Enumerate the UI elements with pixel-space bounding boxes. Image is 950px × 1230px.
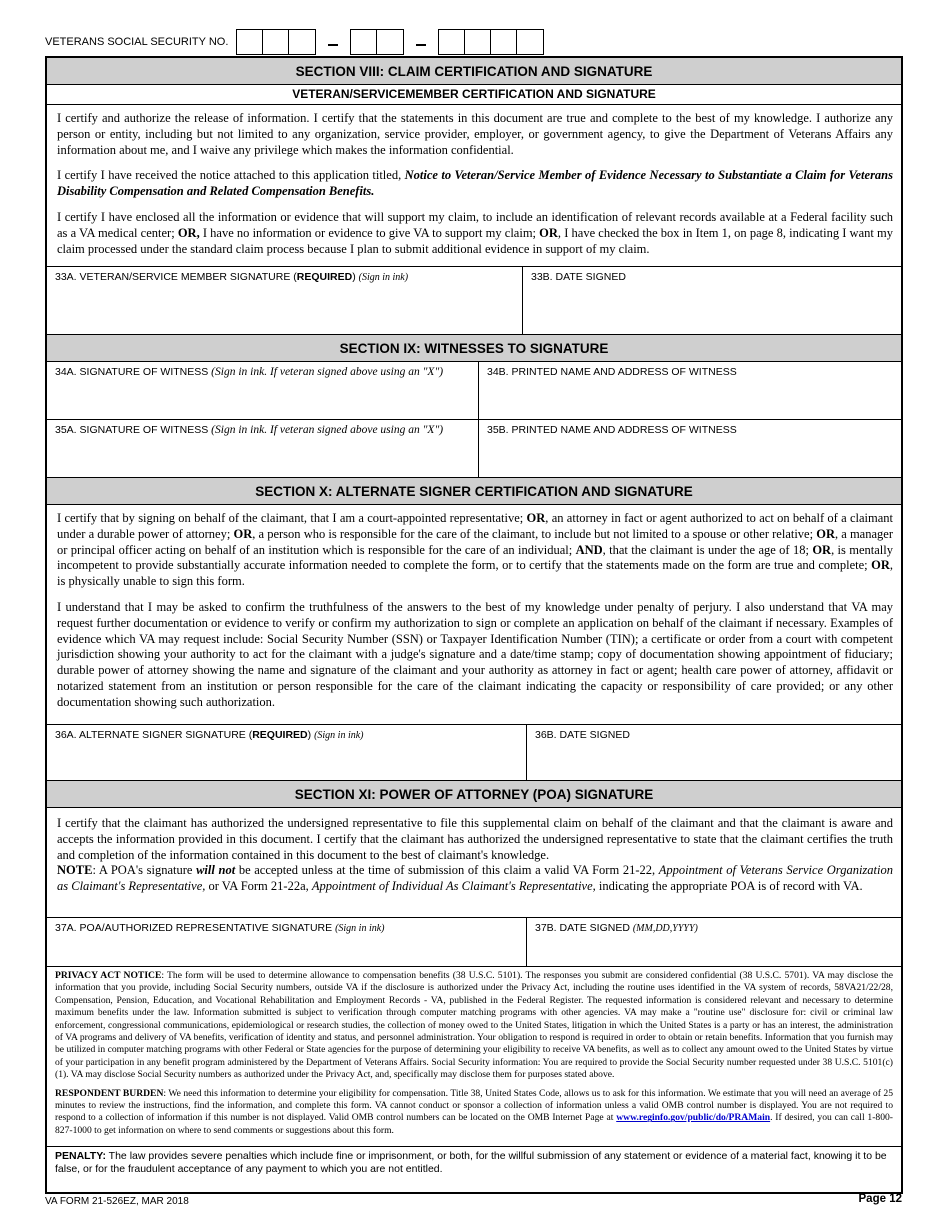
cert-p3-text-a: I certify I have enclosed all the information or evidence that will support my claim, to include an identification of relevant records available at a Federal facility such as a VA medical center; (57, 209, 893, 240)
penalty-notice (47, 1146, 901, 1176)
field-34a-label: 34A. SIGNATURE OF WITNESS (55, 366, 209, 378)
cert-p3-text-c: , I have checked the box in Item 1, on page 8, indicating I want my claim processed under the standard claim process because I plan to submit additional evidence in support of my claim. (57, 225, 893, 256)
date-format-hint: (MM,DD,YYYY) (632, 923, 698, 934)
text: , an attorney in fact or agent authorized to act on behalf of a claimant under a durable power of attorney; (57, 511, 893, 541)
field-36b-date-signed[interactable] (527, 725, 901, 780)
cert-p2-text: I certify I have received the notice attached to this application titled, (57, 168, 405, 183)
and-emphasis: AND (575, 542, 603, 557)
sign-in-ink-hint: (Sign in ink) (335, 923, 385, 934)
required-marker: REQUIRED (296, 271, 353, 283)
field-37b-date-signed[interactable] (527, 918, 901, 966)
burden-label: RESPONDENT BURDEN (55, 1087, 164, 1099)
burden-text: . If desired, you can call 1-800-827-1000 to get information on where to send comments or suggestions about this form. (55, 1112, 893, 1136)
ssn-group-2[interactable] (350, 29, 404, 55)
form-21-22-title: Appointment of Veterans Service Organization as Claimant's Representative, (57, 863, 893, 894)
privacy-act-notice (55, 970, 893, 1082)
text: be accepted unless at the time of submission of this claim a valid VA Form 21-22, (235, 863, 659, 878)
text: , is mentally incompetent to provide substantially accurate information needed to complete the form, or to certify that the statements made on the form are true and complete; (57, 542, 893, 573)
text: : A POA's signature (92, 863, 197, 878)
field-33a-veteran-signature[interactable] (47, 267, 523, 334)
ssn-label: VETERANS SOCIAL SECURITY NO. (45, 35, 229, 48)
or-emphasis: OR, (177, 225, 200, 240)
ssn-group-1[interactable] (236, 29, 316, 55)
ssn-dash (416, 44, 426, 46)
notice-title: Notice to Veteran/Service Member of Evidence Necessary to Substantiate a Claim for Veterans Disability Compensation and Related Compensation Benefits. (57, 168, 894, 199)
section-11-title: SECTION XI: POWER OF ATTORNEY (POA) SIGNATURE (47, 781, 901, 808)
poa-paragraph: I certify that the claimant has authorized the undersigned representative to file this supplemental claim on behalf of the claimant and that the claimant is aware and accepts the information provided in this document. I certify that the claimant has authorized the undersigned representative to state that the claimant certifies the truth and completion of the information contained in this document to the best of claimant's knowledge. (57, 816, 893, 862)
field-33b-label: 33B. DATE SIGNED (531, 271, 626, 283)
or-emphasis: OR (539, 225, 558, 240)
ssn-digit-box[interactable] (289, 30, 315, 54)
witness-hint: (Sign in ink. If veteran signed above using an "X") (211, 424, 444, 436)
field-33a-label: 33A. VETERAN/SERVICE MEMBER SIGNATURE ( (55, 271, 297, 283)
or-emphasis: OR (812, 542, 832, 557)
row-37 (47, 918, 901, 966)
field-35b-label: 35B. PRINTED NAME AND ADDRESS OF WITNESS (487, 424, 737, 436)
field-35b-witness-name-address[interactable] (479, 420, 901, 477)
burden-text: : We need this information to determine your eligibility for compensation. Title 38, United States Code, allows us to ask for this information. We estimate that you will need an average of 25 minutes to review the instructions, find the information, and complete this form. VA cannot conduct or sponsor a collection of information unless a valid OMB control number is displayed. You are not required to respond to a collection of information if this number is not displayed. Valid OMB control numbers can be located on the OMB Internet Page at (55, 1087, 893, 1124)
ssn-digit-box[interactable] (237, 30, 263, 54)
text: , is physically unable to sign this form. (57, 558, 893, 589)
form-id: VA FORM 21-526EZ, MAR 2018 (45, 1196, 189, 1207)
section-8-subtitle: VETERAN/SERVICEMEMBER CERTIFICATION AND SIGNATURE (47, 85, 901, 105)
row-33 (47, 267, 901, 335)
ssn-digit-box[interactable] (439, 30, 465, 54)
omb-link[interactable]: www.reginfo.gov/public/do/PRAMain (616, 1112, 771, 1124)
ssn-row (45, 29, 544, 54)
ssn-digit-box[interactable] (377, 30, 403, 54)
section-8-certification-text (47, 105, 901, 267)
ssn-group-3[interactable] (438, 29, 544, 55)
or-emphasis: OR (816, 526, 835, 541)
penalty-label: PENALTY: (55, 1150, 106, 1163)
form-21-22a-title: Appointment of Individual As Claimant's Representative, (311, 879, 596, 894)
ssn-dash (328, 44, 338, 46)
field-34b-label: 34B. PRINTED NAME AND ADDRESS OF WITNESS (487, 366, 737, 378)
field-35a-label: 35A. SIGNATURE OF WITNESS (55, 424, 209, 436)
page-number: Page 12 (858, 1193, 902, 1205)
required-marker: REQUIRED (252, 729, 308, 741)
text: or VA Form 21-22a, (205, 879, 312, 894)
cert-paragraph-3 (57, 210, 893, 257)
ssn-digit-box[interactable] (517, 30, 543, 54)
cert-p3-text-b: I have no information or evidence to give VA to support my claim; (199, 225, 540, 240)
paren: ) (307, 729, 312, 741)
text: , a person who is responsible for the care of the claimant, to include but not limited to a spouse or other relative; (252, 526, 817, 541)
text: , a manager or principal officer acting on behalf of an institution which is responsible for the care of an individual; (57, 526, 893, 557)
ssn-digit-box[interactable] (351, 30, 377, 54)
text: , that the claimant is under the age of 18; (602, 542, 813, 557)
section-10-title: SECTION X: ALTERNATE SIGNER CERTIFICATION AND SIGNATURE (47, 478, 901, 505)
alt-signer-paragraph-2: I understand that I may be asked to confirm the truthfulness of the answers to the best of my knowledge under penalty of perjury. I also understand that VA may request further documentation or evidence to verify or confirm my authorization to sign or complete an application on behalf of the claimant if necessary. Examples of evidence which VA may request include: Social Security Number (SSN) or Taxpayer Identification Number (TIN); a certificate or order from a court with competent jurisdiction showing your authority to act for the claimant with a judge's signature and a date/time stamp; copy of documentation showing appointment of fiduciary; durable power of attorney showing the name and signature of the claimant and your authority as attorney in fact or agent; health care power of attorney, affidavit or notarized statement from an institution or person responsible for the care of the claimant indicating the capacity or responsibility of care provided; or any other documentation showing such authorization. (57, 599, 893, 709)
alt-signer-paragraph-1 (57, 511, 893, 590)
ssn-digit-box[interactable] (465, 30, 491, 54)
section-10-certification-text (47, 505, 901, 725)
section-9-title: SECTION IX: WITNESSES TO SIGNATURE (47, 335, 901, 362)
respondent-burden (55, 1088, 893, 1138)
field-34a-witness-signature[interactable] (47, 362, 479, 419)
ssn-digit-box[interactable] (263, 30, 289, 54)
sign-in-ink-hint: (Sign in ink) (314, 730, 364, 741)
note-label: NOTE (57, 863, 93, 878)
sign-in-ink-hint: (Sign in ink) (358, 272, 409, 283)
witness-hint: (Sign in ink. If veteran signed above using an "X") (211, 366, 444, 378)
field-37a-label: 37A. POA/AUTHORIZED REPRESENTATIVE SIGNATURE (55, 922, 333, 934)
field-36a-alternate-signer-signature[interactable] (47, 725, 527, 780)
row-36 (47, 725, 901, 781)
cert-paragraph-1: I certify and authorize the release of information. I certify that the statements in this document are true and complete to the best of my knowledge. I authorize any person or entity, including but not limited to any organization, service provider, employer, or government agency, to give the Department of Veterans Affairs any information about me, and I waive any privilege which makes the information confidential. (57, 111, 893, 157)
or-emphasis: OR (871, 558, 890, 573)
field-36b-label: 36B. DATE SIGNED (535, 729, 630, 741)
field-35a-witness-signature[interactable] (47, 420, 479, 477)
text: I certify that by signing on behalf of the claimant, that I am a court-appointed representative; (57, 511, 527, 525)
or-emphasis: OR (233, 526, 253, 541)
notices-block (47, 966, 901, 1146)
field-37a-poa-signature[interactable] (47, 918, 527, 966)
penalty-text: The law provides severe penalties which include fine or imprisonment, or both, for the willful submission of any statement or evidence of a material fact, knowing it to be false, or for the fraudulent acceptance of any payment to which you are not entitled. (55, 1150, 887, 1176)
ssn-digit-box[interactable] (491, 30, 517, 54)
privacy-label: PRIVACY ACT NOTICE (55, 970, 162, 981)
row-35 (47, 420, 901, 478)
section-8-title: SECTION VIII: CLAIM CERTIFICATION AND SIGNATURE (47, 58, 901, 85)
privacy-text: : The form will be used to determine allowance to compensation benefits (38 U.S.C. 5101). The responses you submit are considered confidential (38 U.S.C. 5701). VA may disclose the information that you provide, including Social Security numbers, outside VA if the disclosure is authorized under the Privacy Act, including the routine uses identified in the VA system of records, 58VA21/22/28, Compensation, Pension, Education, and Vocational Rehabilitation and Employment Records - VA, published in the Federal Register. The requested information is considered relevant and necessary to determine maximum benefits under the law. Information submitted is subject to verification through computer matching programs with other agencies. VA may make a "routine use" disclosure for: civil or criminal law enforcement, congressional communications, epidemiological or research studies, the collection of money owed to the United States, litigation in which the United States is a party or has an interest, the administration of VA programs and delivery of VA benefits, verification of identity and status, and personnel administration. Your obligation to respond is required in order to obtain or retain benefits. Information that you furnish may be utilized in computer matching programs with other Federal or State agencies for the purpose of determining your eligibility to receive VA benefits, as well as to collect any amount owed to the United States by virtue of your participation in any benefit program administered by the Department of Veterans Affairs. Social Security information: You are required to provide the Social Security number requested under 38 U.S.C. 5101(c)(1). VA may disclose Social Security numbers as authorized under the Privacy Act, and, specifically may disclose them for purposes stated above. (55, 970, 893, 1081)
section-11-certification-text (47, 808, 901, 918)
text: indicating the appropriate POA is of record with VA. (595, 879, 863, 894)
paren: ) (352, 271, 356, 283)
or-emphasis: OR (526, 511, 546, 525)
field-37b-label: 37B. DATE SIGNED (535, 922, 630, 934)
cert-paragraph-2 (57, 168, 893, 200)
row-34 (47, 362, 901, 420)
form-body (45, 56, 903, 1194)
field-36a-label: 36A. ALTERNATE SIGNER SIGNATURE ( (55, 729, 253, 741)
field-33b-date-signed[interactable] (523, 267, 901, 334)
field-34b-witness-name-address[interactable] (479, 362, 901, 419)
will-not-emphasis: will not (196, 863, 236, 878)
